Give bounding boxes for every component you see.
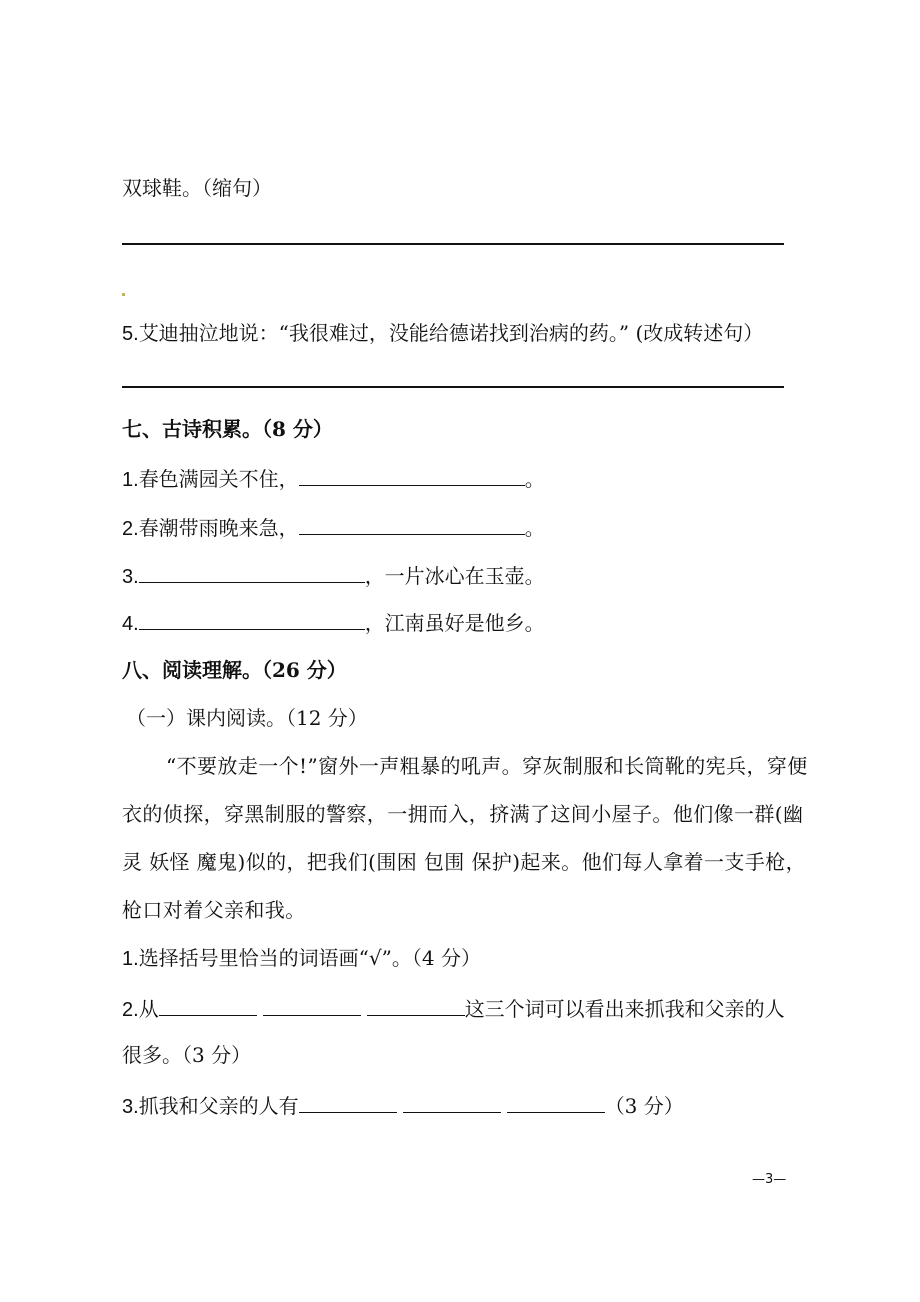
reading-q3-number: 3. bbox=[122, 1096, 139, 1118]
poem-item-4-number: 4. bbox=[122, 613, 139, 635]
reading-q2 bbox=[122, 993, 785, 1024]
reading-q3-blank-2[interactable] bbox=[403, 1090, 501, 1113]
poem-item-2-end: 。 bbox=[524, 516, 545, 540]
reading-q2-prefix: 从 bbox=[138, 997, 159, 1021]
section8-score: （26 分） bbox=[262, 658, 347, 682]
poem-item-1-prompt: 春色满园关不住， bbox=[138, 467, 299, 491]
section8-title: 八、阅读理解。 bbox=[122, 658, 262, 682]
q4-tail-text: 双球鞋。（缩句） bbox=[122, 176, 272, 200]
poem-item-4-end: ，江南虽好是他乡。 bbox=[364, 611, 545, 635]
reading-q3-blank-3[interactable] bbox=[507, 1090, 605, 1113]
poem-item-1-end: 。 bbox=[524, 467, 545, 491]
poem-item-1 bbox=[122, 463, 545, 494]
q5-number: 5. bbox=[122, 323, 139, 345]
section7-title: 七、古诗积累。 bbox=[122, 417, 262, 441]
q5-text: 艾迪抽泣地说：“我很难过，没能给德诺找到治病的药。” (改成转述句） bbox=[138, 321, 764, 345]
reading-q2-suffix: 这三个词可以看出来抓我和父亲的人 bbox=[464, 997, 785, 1021]
reading-q1-text: 选择括号里恰当的词语画“√”。（4 分） bbox=[138, 946, 481, 970]
reading-q3 bbox=[122, 1090, 684, 1121]
reading-q1 bbox=[122, 944, 481, 973]
answer-line-q5[interactable] bbox=[122, 386, 784, 388]
section7-heading bbox=[122, 415, 333, 443]
poem-blank-4[interactable] bbox=[139, 607, 365, 630]
subsection-1-heading bbox=[126, 704, 368, 732]
poem-item-2-prompt: 春潮带雨晚来急， bbox=[138, 516, 299, 540]
scan-speck bbox=[122, 293, 125, 296]
reading-q2-blank-1[interactable] bbox=[159, 993, 257, 1016]
reading-q2-number: 2. bbox=[122, 999, 139, 1021]
reading-q3-blank-1[interactable] bbox=[299, 1090, 397, 1113]
section7-score: （8 分） bbox=[262, 417, 333, 441]
reading-q2-continuation: 很多。（3 分） bbox=[122, 1043, 252, 1067]
poem-item-3-end: ，一片冰心在玉壶。 bbox=[364, 564, 545, 588]
subsection-1-label: （一）课内阅读。 bbox=[126, 706, 286, 730]
poem-blank-3[interactable] bbox=[139, 560, 365, 583]
poem-item-2 bbox=[122, 512, 545, 543]
reading-q3-prefix: 抓我和父亲的人有 bbox=[138, 1094, 299, 1118]
poem-item-1-number: 1. bbox=[122, 469, 139, 491]
q5-question bbox=[122, 319, 763, 348]
poem-item-3-number: 3. bbox=[122, 566, 139, 588]
poem-item-2-number: 2. bbox=[122, 518, 139, 540]
poem-blank-2[interactable] bbox=[299, 512, 525, 535]
reading-q2-blank-2[interactable] bbox=[263, 993, 361, 1016]
poem-item-3 bbox=[122, 560, 545, 591]
subsection-1-score: （12 分） bbox=[286, 706, 368, 730]
reading-q2-blank-3[interactable] bbox=[367, 993, 465, 1016]
section8-heading bbox=[122, 656, 347, 684]
reading-q1-number: 1. bbox=[122, 948, 139, 970]
answer-line-q4[interactable] bbox=[122, 243, 784, 245]
reading-q3-score: （3 分） bbox=[604, 1094, 684, 1118]
poem-item-4 bbox=[122, 607, 545, 638]
poem-blank-1[interactable] bbox=[299, 463, 525, 486]
reading-passage: “不要放走一个!”窗外一声粗暴的吼声。穿灰制服和长筒靴的宪兵，穿便衣的侦探，穿黑制服的警察，一拥而入，挤满了这间小屋子。他们像一群(幽灵 妖怪 魔鬼)似的，把我们(围困 包围 保护)起来。他们每人拿着一支手枪，枪口对着父亲和我。 bbox=[122, 754, 808, 922]
page-number: —3— bbox=[752, 1172, 787, 1187]
